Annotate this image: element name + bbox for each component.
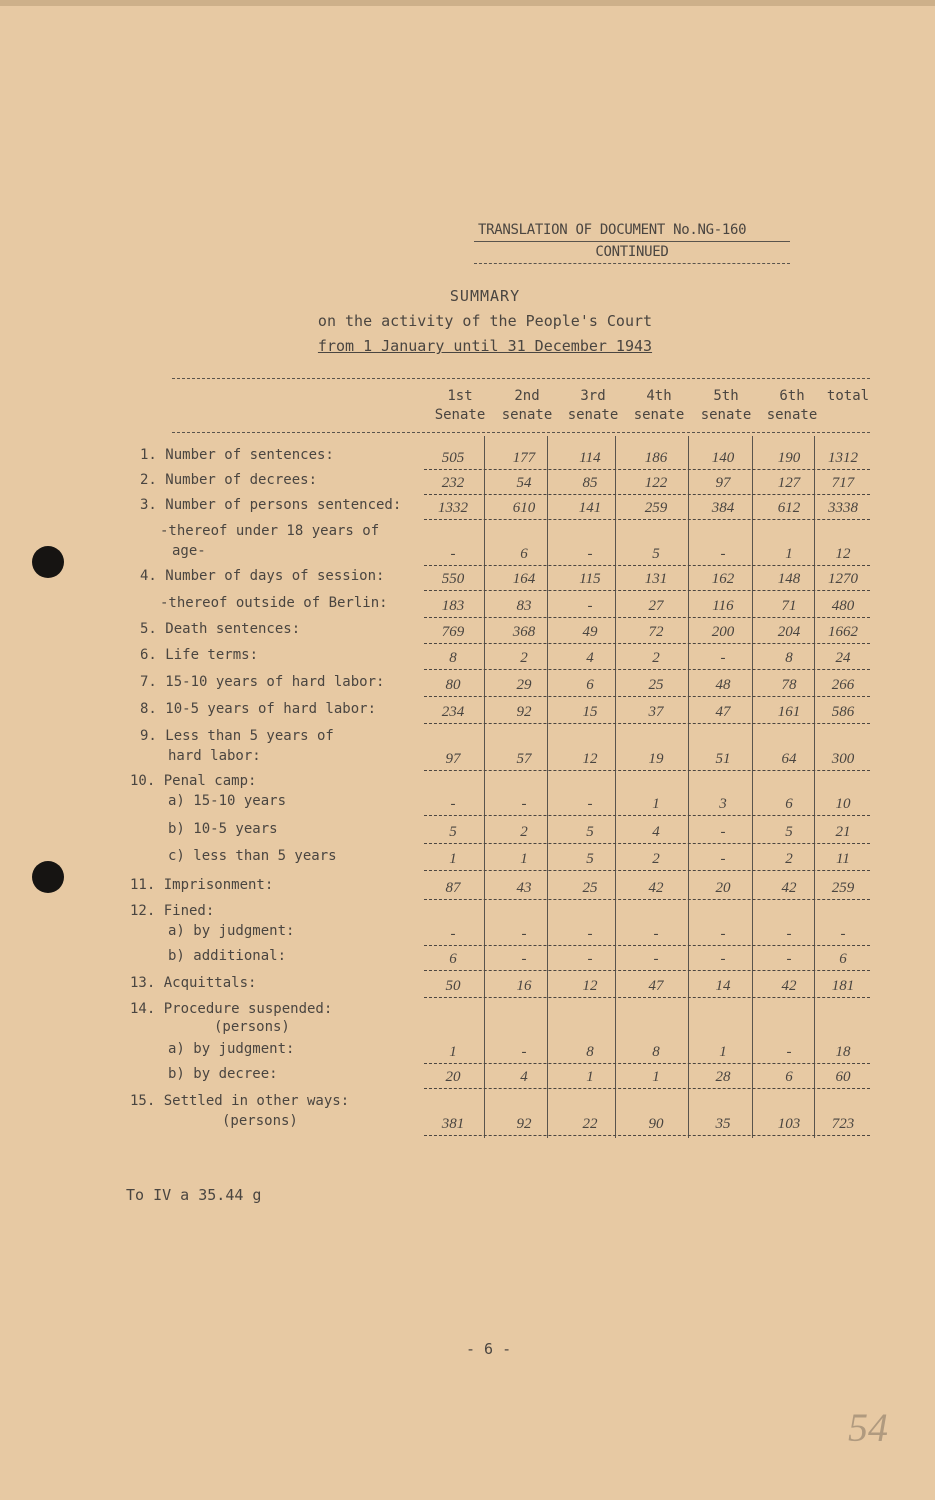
row-label: (persons) [222, 1113, 298, 1129]
table-cell: 266 [831, 677, 855, 693]
table-cell: - [653, 926, 659, 942]
row-label: -thereof outside of Berlin: [160, 595, 388, 611]
punch-hole-lower [32, 861, 64, 893]
column-divider [484, 436, 485, 1138]
row-underline [424, 870, 870, 871]
table-cell: 190 [777, 450, 801, 466]
table-cell: 43 [516, 880, 532, 896]
column-divider [547, 436, 548, 1138]
table-cell: 1 [449, 851, 457, 867]
row-label: age- [172, 543, 206, 559]
column-header-4th: 4th senate [633, 388, 685, 423]
table-cell: 6 [586, 677, 594, 693]
table-cell: - [653, 951, 659, 967]
column-divider [688, 436, 689, 1138]
table-cell: 2 [520, 824, 528, 840]
table-cell: 127 [777, 475, 801, 491]
table-cell: 5 [449, 824, 457, 840]
table-cell: 2 [652, 650, 660, 666]
table-cell: 368 [512, 624, 536, 640]
table-cell: 42 [781, 978, 797, 994]
table-cell: 42 [648, 880, 664, 896]
row-underline [424, 519, 870, 520]
table-cell: 6 [520, 546, 528, 562]
table-cell: 97 [715, 475, 731, 491]
row-underline [424, 669, 870, 670]
row-underline [424, 1088, 870, 1089]
table-cell: 177 [512, 450, 536, 466]
table-cell: 5 [785, 824, 793, 840]
table-cell: 47 [648, 978, 664, 994]
row-label: 4. Number of days of session: [140, 568, 385, 584]
table-cell: - [720, 650, 726, 666]
table-cell: 11 [836, 851, 850, 867]
table-cell: 183 [441, 598, 465, 614]
table-cell: - [840, 926, 846, 942]
table-cell: 8 [586, 1044, 594, 1060]
table-cell: 5 [586, 851, 594, 867]
table-cell: - [720, 851, 726, 867]
table-cell: 42 [781, 880, 797, 896]
table-cell: 54 [516, 475, 532, 491]
table-cell: 586 [831, 704, 855, 720]
table-cell: - [587, 546, 593, 562]
table-cell: 115 [579, 571, 601, 587]
row-underline [424, 723, 870, 724]
row-underline [424, 815, 870, 816]
table-cell: 18 [835, 1044, 851, 1060]
row-underline [424, 696, 870, 697]
row-label: 10. Penal camp: [130, 773, 257, 789]
table-cell: 1 [652, 796, 660, 812]
table-cell: 20 [715, 880, 731, 896]
table-cell: 1270 [828, 571, 858, 587]
table-cell: 232 [441, 475, 465, 491]
column-header-2nd: 2nd senate [501, 388, 553, 423]
translation-title: TRANSLATION OF DOCUMENT No.NG-160 [474, 220, 790, 242]
row-label: (persons) [214, 1019, 290, 1035]
continued-label: CONTINUED [474, 242, 790, 264]
row-label: b) additional: [168, 948, 287, 964]
table-cell: 35 [715, 1116, 731, 1132]
table-cell: 4 [652, 824, 660, 840]
table-cell: 1 [586, 1069, 594, 1085]
table-cell: 1332 [438, 500, 468, 516]
table-cell: 161 [777, 704, 801, 720]
table-cell: 610 [512, 500, 536, 516]
table-cell: 6 [449, 951, 457, 967]
row-label: c) less than 5 years [168, 848, 337, 864]
table-cell: 140 [711, 450, 735, 466]
table-cell: 92 [516, 704, 532, 720]
table-cell: 12 [582, 751, 598, 767]
table-cell: 19 [648, 751, 664, 767]
table-top-rule [172, 378, 870, 379]
row-label: 12. Fined: [130, 903, 215, 919]
summary-period: from 1 January until 31 December 1943 [317, 337, 653, 355]
row-underline [424, 469, 870, 470]
archive-number: 54 [848, 1405, 888, 1450]
table-cell: 131 [644, 571, 668, 587]
table-cell: 60 [835, 1069, 851, 1085]
table-cell: 723 [831, 1116, 855, 1132]
table-cell: 2 [785, 851, 793, 867]
table-cell: 114 [579, 450, 601, 466]
row-label: 3. Number of persons sentenced: [140, 497, 402, 513]
table-cell: 1 [449, 1044, 457, 1060]
table-cell: 64 [781, 751, 797, 767]
table-cell: 4 [586, 650, 594, 666]
row-label: a) by judgment: [168, 923, 295, 939]
table-cell: - [587, 951, 593, 967]
table-cell: - [587, 598, 593, 614]
table-cell: 51 [715, 751, 731, 767]
table-cell: 90 [648, 1116, 664, 1132]
table-cell: 769 [441, 624, 465, 640]
table-cell: 1 [652, 1069, 660, 1085]
punch-hole-upper [32, 546, 64, 578]
table-cell: 71 [781, 598, 797, 614]
table-cell: 103 [777, 1116, 801, 1132]
table-cell: 259 [644, 500, 668, 516]
column-divider [814, 436, 815, 1138]
table-cell: - [450, 796, 456, 812]
table-cell: 49 [582, 624, 598, 640]
table-cell: 85 [582, 475, 598, 491]
table-cell: 27 [648, 598, 664, 614]
table-cell: 1 [785, 546, 793, 562]
table-cell: 717 [831, 475, 855, 491]
table-cell: 48 [715, 677, 731, 693]
table-cell: 20 [445, 1069, 461, 1085]
row-underline [424, 970, 870, 971]
table-cell: - [521, 796, 527, 812]
table-cell: 80 [445, 677, 461, 693]
table-cell: 10 [835, 796, 851, 812]
column-divider [752, 436, 753, 1138]
table-cell: - [720, 546, 726, 562]
table-cell: 12 [835, 546, 851, 562]
table-cell: 181 [831, 978, 855, 994]
table-cell: 116 [712, 598, 734, 614]
table-cell: 3 [719, 796, 727, 812]
row-label: 2. Number of decrees: [140, 472, 318, 488]
row-label: 11. Imprisonment: [130, 877, 274, 893]
table-cell: 72 [648, 624, 664, 640]
table-cell: - [720, 926, 726, 942]
column-header-5th: 5th senate [700, 388, 752, 423]
table-cell: 186 [644, 450, 668, 466]
table-cell: 300 [831, 751, 855, 767]
table-cell: - [521, 1044, 527, 1060]
row-label: -thereof under 18 years of [160, 523, 380, 539]
summary-title [280, 284, 690, 359]
table-cell: 12 [582, 978, 598, 994]
table-cell: 78 [781, 677, 797, 693]
table-cell: 1 [719, 1044, 727, 1060]
row-underline [424, 1135, 870, 1136]
table-cell: 2 [652, 851, 660, 867]
table-header-rule [172, 432, 870, 433]
table-cell: - [450, 926, 456, 942]
table-cell: 1312 [828, 450, 858, 466]
table-cell: - [587, 796, 593, 812]
column-header-3rd: 3rd senate [567, 388, 619, 423]
table-cell: 5 [652, 546, 660, 562]
table-cell: 1 [520, 851, 528, 867]
table-cell: 164 [512, 571, 536, 587]
row-underline [424, 643, 870, 644]
row-underline [424, 565, 870, 566]
row-label: 14. Procedure suspended: [130, 1001, 333, 1017]
table-cell: 16 [516, 978, 532, 994]
row-underline [424, 945, 870, 946]
table-cell: 259 [831, 880, 855, 896]
row-underline [424, 617, 870, 618]
table-cell: 480 [831, 598, 855, 614]
row-label: b) 10-5 years [168, 821, 278, 837]
table-cell: 162 [711, 571, 735, 587]
table-cell: 6 [785, 796, 793, 812]
table-cell: 148 [777, 571, 801, 587]
row-label: hard labor: [168, 748, 261, 764]
table-cell: 122 [644, 475, 668, 491]
table-cell: 29 [516, 677, 532, 693]
table-cell: 141 [578, 500, 602, 516]
table-cell: 8 [652, 1044, 660, 1060]
row-label: a) by judgment: [168, 1041, 295, 1057]
table-cell: 6 [785, 1069, 793, 1085]
table-cell: 28 [715, 1069, 731, 1085]
table-cell: - [786, 1044, 792, 1060]
column-header-6th: 6th senate [766, 388, 818, 423]
row-label: b) by decree: [168, 1066, 278, 1082]
table-cell: - [720, 824, 726, 840]
row-label: 6. Life terms: [140, 647, 259, 663]
table-cell: 5 [586, 824, 594, 840]
table-cell: - [450, 546, 456, 562]
row-underline [424, 1063, 870, 1064]
table-cell: 505 [441, 450, 465, 466]
reference-note: To IV a 35.44 g [126, 1186, 262, 1204]
summary-heading: SUMMARY [449, 287, 521, 305]
table-cell: 57 [516, 751, 532, 767]
row-label: 9. Less than 5 years of [140, 728, 334, 744]
table-cell: 47 [715, 704, 731, 720]
row-underline [424, 899, 870, 900]
table-cell: 83 [516, 598, 532, 614]
row-underline [424, 494, 870, 495]
table-cell: 2 [520, 650, 528, 666]
table-cell: 612 [777, 500, 801, 516]
column-header-1st: 1st Senate [434, 388, 486, 423]
row-label: 5. Death sentences: [140, 621, 301, 637]
table-cell: 381 [441, 1116, 465, 1132]
row-label: 7. 15-10 years of hard labor: [140, 674, 385, 690]
document-heading [474, 220, 790, 264]
table-cell: 24 [835, 650, 851, 666]
table-cell: 200 [711, 624, 735, 640]
table-cell: 204 [777, 624, 801, 640]
row-underline [424, 770, 870, 771]
summary-subtitle: on the activity of the People's Court [317, 312, 653, 330]
table-cell: 50 [445, 978, 461, 994]
table-cell: 15 [582, 704, 598, 720]
row-label: 1. Number of sentences: [140, 447, 334, 463]
table-cell: - [521, 926, 527, 942]
table-cell: - [587, 926, 593, 942]
table-cell: 37 [648, 704, 664, 720]
table-cell: 97 [445, 751, 461, 767]
column-header-total: total [826, 388, 870, 404]
table-cell: 92 [516, 1116, 532, 1132]
row-underline [424, 843, 870, 844]
table-cell: 87 [445, 880, 461, 896]
table-cell: 14 [715, 978, 731, 994]
table-cell: 25 [648, 677, 664, 693]
table-cell: 21 [835, 824, 851, 840]
row-label: a) 15-10 years [168, 793, 287, 809]
table-cell: - [786, 926, 792, 942]
table-cell: 25 [582, 880, 598, 896]
table-cell: - [720, 951, 726, 967]
row-underline [424, 590, 870, 591]
table-cell: 8 [449, 650, 457, 666]
table-cell: 234 [441, 704, 465, 720]
table-cell: - [786, 951, 792, 967]
column-divider [615, 436, 616, 1138]
row-label: 15. Settled in other ways: [130, 1093, 350, 1109]
table-cell: 1662 [828, 624, 858, 640]
table-cell: 4 [520, 1069, 528, 1085]
row-label: 13. Acquittals: [130, 975, 257, 991]
table-cell: - [521, 951, 527, 967]
page-top-edge [0, 0, 935, 6]
page-number: - 6 - [466, 1340, 512, 1358]
table-cell: 6 [839, 951, 847, 967]
table-cell: 8 [785, 650, 793, 666]
table-cell: 550 [441, 571, 465, 587]
row-underline [424, 997, 870, 998]
table-cell: 22 [582, 1116, 598, 1132]
table-cell: 384 [711, 500, 735, 516]
table-cell: 3338 [828, 500, 858, 516]
row-label: 8. 10-5 years of hard labor: [140, 701, 377, 717]
